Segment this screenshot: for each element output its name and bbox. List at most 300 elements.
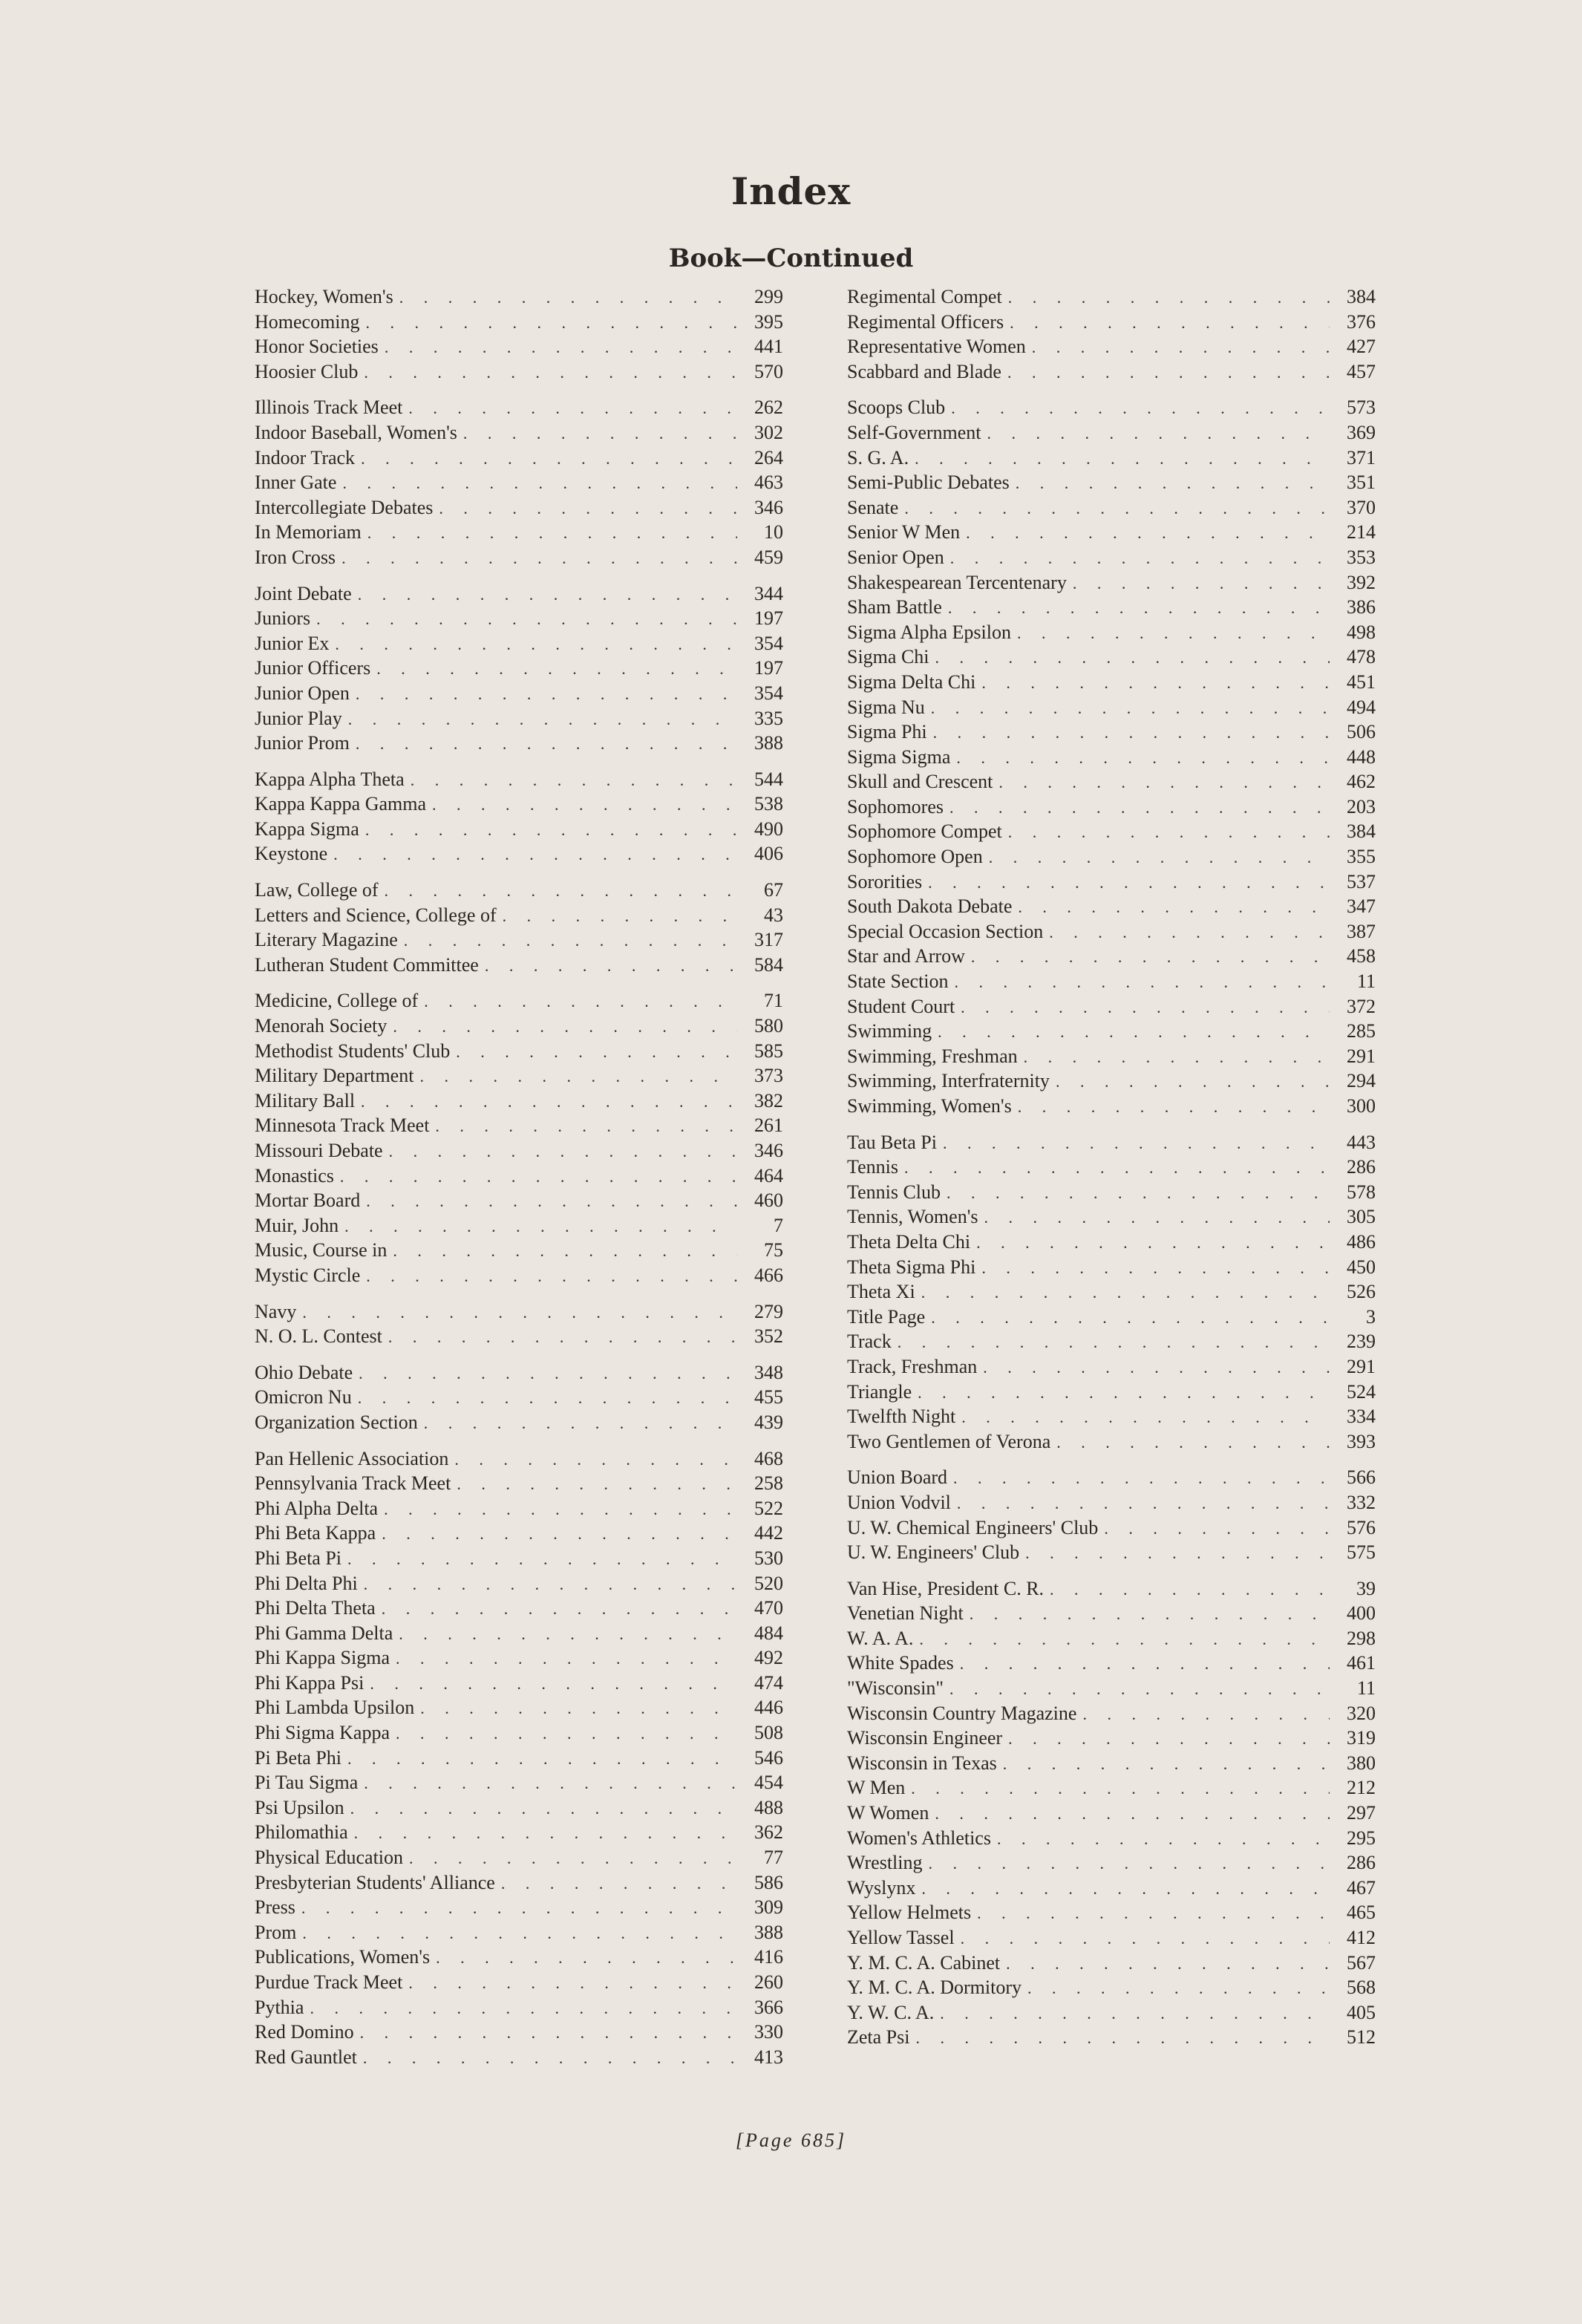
index-entry (255, 1324, 783, 1349)
entry-name: "Wisconsin" (847, 1677, 944, 1700)
dot-leader (904, 1155, 1330, 1181)
dot-leader (938, 1019, 1330, 1045)
dot-leader (340, 1164, 737, 1189)
dot-leader (503, 904, 737, 929)
dot-leader (931, 1305, 1330, 1331)
index-entry (847, 420, 1376, 445)
dot-leader (943, 1131, 1330, 1156)
dot-leader (316, 607, 737, 632)
dot-leader (984, 1205, 1330, 1230)
index-entry (255, 1446, 783, 1472)
dot-leader (408, 1971, 737, 1996)
entry-name: Theta Sigma Phi (847, 1256, 976, 1278)
dot-leader (399, 1622, 737, 1647)
index-entry (255, 520, 783, 545)
index-entry (255, 656, 783, 681)
index-entry (847, 1601, 1376, 1626)
entry-name: Sham Battle (847, 596, 942, 618)
dot-leader (954, 970, 1330, 995)
entry-name: Purdue Track Meet (255, 1971, 403, 1993)
dot-leader (348, 707, 737, 732)
entry-name: Physical Education (255, 1847, 404, 1869)
index-group (847, 395, 1376, 1118)
entry-name: Illinois Track Meet (255, 396, 403, 419)
entry-name: Ohio Debate (255, 1361, 353, 1383)
entry-name: Red Domino (255, 2021, 354, 2043)
dot-leader (356, 731, 737, 757)
dot-leader (360, 2020, 737, 2046)
dot-leader (949, 1677, 1330, 1702)
dot-leader (385, 878, 737, 904)
dot-leader (393, 1014, 737, 1039)
index-entry (255, 284, 783, 310)
index-entry (255, 1720, 783, 1746)
entry-page-number: 294 (1347, 1070, 1376, 1092)
index-group (847, 1130, 1376, 1455)
entry-name: Special Occasion Section (847, 920, 1044, 942)
index-group (255, 284, 783, 384)
index-entry (847, 520, 1376, 545)
entry-name: Mortar Board (255, 1189, 361, 1212)
entry-name: Sigma Delta Chi (847, 670, 976, 693)
dot-leader (359, 1361, 737, 1386)
index-entry (847, 310, 1376, 335)
entry-page-number: 395 (754, 310, 783, 333)
index-entry (255, 420, 783, 445)
entry-page-number: 526 (1347, 1281, 1376, 1303)
entry-page-number: 75 (764, 1239, 783, 1261)
entry-name: White Spades (847, 1652, 954, 1674)
dot-leader (1082, 1702, 1330, 1727)
index-entry (847, 1726, 1376, 1751)
index-entry (847, 944, 1376, 969)
index-entry (847, 595, 1376, 620)
entry-name: Senior W Men (847, 521, 961, 544)
entry-name: Music, Course in (255, 1239, 388, 1261)
entry-page-number: 298 (1347, 1627, 1376, 1649)
index-entry (255, 581, 783, 607)
index-column-left (255, 284, 783, 2080)
dot-leader (935, 1801, 1330, 1827)
index-entry (847, 284, 1376, 310)
entry-name: W. A. A. (847, 1627, 914, 1649)
dot-leader (928, 870, 1330, 895)
index-entry (847, 1465, 1376, 1490)
index-entry (847, 1155, 1376, 1180)
entry-name: Sigma Alpha Epsilon (847, 621, 1011, 643)
dot-leader (970, 1602, 1330, 1627)
entry-page-number: 348 (754, 1361, 783, 1383)
index-entry (847, 1279, 1376, 1305)
entry-page-number: 416 (754, 1946, 783, 1968)
dot-leader (1025, 1541, 1330, 1566)
entry-page-number: 494 (1347, 696, 1376, 718)
entry-page-number: 530 (754, 1547, 783, 1569)
entry-page-number: 43 (764, 904, 783, 926)
index-entry (255, 1571, 783, 1596)
index-entry (255, 1795, 783, 1821)
entry-page-number: 197 (754, 657, 783, 679)
index-entry (255, 631, 783, 656)
index-entry (847, 570, 1376, 595)
entry-name: Phi Kappa Psi (255, 1671, 365, 1694)
index-group (255, 395, 783, 569)
dot-leader (1049, 920, 1330, 945)
dot-leader (1008, 820, 1330, 845)
index-entry (255, 359, 783, 385)
entry-page-number: 332 (1347, 1491, 1376, 1513)
dot-leader (948, 595, 1330, 621)
dot-leader (916, 2026, 1330, 2051)
entry-name: Philomathia (255, 1821, 348, 1844)
entry-page-number: 239 (1347, 1331, 1376, 1353)
dot-leader (1018, 895, 1330, 920)
index-entry (847, 445, 1376, 471)
index-entry (255, 1695, 783, 1720)
entry-name: W Men (847, 1777, 906, 1799)
index-entry (847, 745, 1376, 770)
entry-name: Phi Lambda Upsilon (255, 1697, 415, 1719)
dot-leader (435, 1114, 737, 1139)
entry-page-number: 462 (1347, 771, 1376, 793)
index-group (847, 1465, 1376, 1564)
entry-name: Yellow Helmets (847, 1902, 972, 1924)
dot-leader (347, 1746, 737, 1772)
entry-name: Wisconsin Country Magazine (847, 1702, 1077, 1724)
entry-page-number: 351 (1347, 471, 1376, 494)
entry-name: Homecoming (255, 310, 360, 333)
entry-name: Tau Beta Pi (847, 1131, 937, 1153)
entry-page-number: 459 (754, 546, 783, 568)
dot-leader (432, 792, 737, 817)
dot-leader (382, 1596, 737, 1622)
entry-name: Junior Officers (255, 657, 371, 679)
dot-leader (347, 1547, 737, 1572)
entry-name: Women's Athletics (847, 1827, 991, 1849)
index-entry (847, 2000, 1376, 2026)
entry-name: Medicine, College of (255, 990, 419, 1012)
index-entry (255, 1410, 783, 1435)
entry-name: Representative Women (847, 336, 1026, 358)
dot-leader (344, 1214, 737, 1239)
entry-page-number: 262 (754, 396, 783, 419)
dot-leader (456, 1039, 737, 1065)
entry-page-number: 400 (1347, 1602, 1376, 1625)
index-entry (255, 1088, 783, 1114)
index-entry (847, 1380, 1376, 1405)
index-entry (255, 445, 783, 471)
entry-name: Phi Alpha Delta (255, 1497, 379, 1519)
index-entry (847, 1329, 1376, 1354)
entry-page-number: 291 (1347, 1045, 1376, 1067)
index-entry (847, 359, 1376, 385)
dot-leader (411, 768, 737, 793)
dot-leader (419, 1064, 737, 1089)
entry-name: Methodist Students' Club (255, 1039, 451, 1062)
entry-page-number: 498 (1347, 621, 1376, 643)
dot-leader (1007, 360, 1330, 385)
dot-leader (940, 2001, 1330, 2026)
dot-leader (436, 1945, 737, 1971)
entry-page-number: 264 (754, 446, 783, 469)
dot-leader (951, 396, 1330, 421)
index-entry (847, 470, 1376, 495)
index-entry (847, 969, 1376, 994)
index-entry (255, 903, 783, 928)
entry-name: Joint Debate (255, 582, 352, 604)
dot-leader (911, 1776, 1330, 1801)
entry-page-number: 413 (754, 2046, 783, 2068)
dot-leader (366, 310, 737, 336)
index-entry (847, 395, 1376, 420)
entry-name: Sophomore Compet (847, 820, 1002, 843)
dot-leader (933, 720, 1330, 745)
index-entry (255, 1163, 783, 1189)
entry-name: Swimming, Freshman (847, 1045, 1018, 1067)
entry-name: Menorah Society (255, 1015, 388, 1037)
dot-leader (361, 446, 737, 471)
dot-leader (404, 928, 737, 953)
entry-name: Pi Beta Phi (255, 1746, 342, 1769)
entry-name: Organization Section (255, 1411, 418, 1433)
entry-name: Track (847, 1331, 892, 1353)
dot-leader (1008, 1726, 1330, 1752)
entry-name: Psi Upsilon (255, 1796, 344, 1818)
entry-page-number: 384 (1347, 286, 1376, 307)
dot-leader (342, 471, 737, 496)
dot-leader (1018, 1094, 1330, 1120)
index-entry (255, 334, 783, 359)
index-entry (255, 841, 783, 866)
entry-page-number: 458 (1347, 945, 1376, 967)
index-entry (847, 620, 1376, 645)
entry-page-number: 567 (1347, 1951, 1376, 1974)
entry-page-number: 578 (1347, 1181, 1376, 1203)
index-entry (847, 819, 1376, 844)
entry-name: Juniors (255, 607, 311, 630)
index-entry (847, 1515, 1376, 1541)
dot-leader (935, 645, 1330, 670)
entry-page-number: 71 (764, 990, 783, 1012)
dot-leader (376, 656, 737, 682)
entry-page-number: 460 (754, 1189, 783, 1212)
index-entry (847, 545, 1376, 570)
entry-name: Phi Gamma Delta (255, 1622, 393, 1644)
entry-page-number: 346 (754, 1140, 783, 1161)
entry-name: Military Department (255, 1065, 414, 1087)
index-entry (847, 1255, 1376, 1280)
index-entry (255, 1496, 783, 1521)
index-entry (255, 1385, 783, 1410)
entry-name: U. W. Engineers' Club (847, 1541, 1020, 1564)
entry-page-number: 261 (754, 1114, 783, 1137)
index-entry (847, 1019, 1376, 1044)
dot-leader (454, 1447, 737, 1472)
entry-name: S. G. A. (847, 446, 909, 469)
entry-page-number: 344 (754, 582, 783, 604)
entry-name: N. O. L. Contest (255, 1325, 382, 1348)
entry-name: Omicron Nu (255, 1386, 352, 1409)
entry-page-number: 451 (1347, 670, 1376, 693)
index-entry (847, 1850, 1376, 1876)
entry-page-number: 346 (754, 496, 783, 518)
index-entry (847, 869, 1376, 895)
entry-page-number: 334 (1347, 1406, 1376, 1428)
dot-leader (1073, 571, 1330, 596)
entry-page-number: 586 (754, 1871, 783, 1893)
entry-page-number: 354 (754, 682, 783, 704)
index-entry (847, 1204, 1376, 1230)
section-subtitle: Book—Continued (668, 244, 914, 273)
entry-page-number: 330 (754, 2021, 783, 2043)
entry-page-number: 538 (754, 793, 783, 815)
entry-name: Monastics (255, 1164, 334, 1187)
entry-page-number: 297 (1347, 1802, 1376, 1824)
entry-page-number: 405 (1347, 2001, 1376, 2023)
entry-page-number: 443 (1347, 1131, 1376, 1153)
dot-leader (1017, 621, 1330, 646)
entry-page-number: 279 (754, 1300, 783, 1322)
entry-page-number: 305 (1347, 1206, 1376, 1228)
entry-name: Regimental Officers (847, 310, 1004, 333)
dot-leader (1006, 1951, 1330, 1977)
index-group (255, 878, 783, 977)
entry-name: Letters and Science, College of (255, 904, 497, 926)
dot-leader (918, 1380, 1330, 1406)
entry-page-number: 295 (1347, 1827, 1376, 1849)
index-entry (255, 1770, 783, 1795)
entry-name: Self-Government (847, 421, 981, 443)
entry-page-number: 406 (754, 843, 783, 865)
index-entry (255, 1945, 783, 1970)
index-entry (847, 794, 1376, 820)
index-entry (255, 1895, 783, 1920)
entry-page-number: 465 (1347, 1902, 1376, 1924)
dot-leader (921, 1876, 1330, 1902)
index-entry (255, 1845, 783, 1870)
entry-name: Swimming, Interfraternity (847, 1070, 1050, 1092)
entry-page-number: 427 (1347, 336, 1376, 358)
index-entry (847, 719, 1376, 745)
entry-page-number: 286 (1347, 1852, 1376, 1874)
dot-leader (1016, 471, 1330, 496)
dot-leader (370, 1671, 737, 1697)
entry-name: Tennis Club (847, 1181, 941, 1203)
index-entry (847, 1354, 1376, 1380)
index-entry (847, 1305, 1376, 1330)
entry-name: Pythia (255, 1996, 304, 2018)
entry-name: Intercollegiate Debates (255, 496, 434, 518)
entry-page-number: 488 (754, 1796, 783, 1818)
index-entry (255, 1870, 783, 1896)
index-entry (847, 1951, 1376, 1976)
entry-name: Lutheran Student Committee (255, 953, 479, 976)
entry-name: Student Court (847, 995, 955, 1017)
entry-name: Zeta Psi (847, 2026, 910, 2049)
dot-leader (385, 335, 737, 360)
entry-page-number: 366 (754, 1996, 783, 2018)
index-entry (847, 1180, 1376, 1205)
dot-leader (966, 520, 1330, 546)
index-entry (255, 1546, 783, 1571)
entry-page-number: 467 (1347, 1876, 1376, 1899)
entry-name: Wisconsin Engineer (847, 1727, 1003, 1749)
entry-page-number: 490 (754, 817, 783, 840)
dot-leader (998, 770, 1330, 795)
entry-page-number: 492 (754, 1647, 783, 1669)
index-entry (847, 1925, 1376, 1951)
entry-page-number: 11 (1356, 1677, 1376, 1700)
entry-page-number: 319 (1347, 1727, 1376, 1749)
index-entry (847, 1751, 1376, 1776)
entry-name: U. W. Chemical Engineers' Club (847, 1516, 1099, 1538)
entry-page-number: 373 (754, 1065, 783, 1087)
entry-name: Union Board (847, 1466, 948, 1489)
dot-leader (485, 953, 737, 979)
dot-leader (977, 1901, 1330, 1926)
entry-name: Track, Freshman (847, 1355, 978, 1377)
dot-leader (389, 1139, 737, 1164)
dot-leader (463, 421, 737, 446)
dot-leader (358, 1385, 737, 1411)
index-entry (255, 1213, 783, 1238)
dot-leader (983, 1355, 1330, 1380)
entry-name: Skull and Crescent (847, 771, 993, 793)
entry-page-number: 309 (754, 1896, 783, 1919)
entry-name: Minnesota Track Meet (255, 1114, 430, 1137)
entry-page-number: 392 (1347, 571, 1376, 593)
entry-page-number: 544 (754, 768, 783, 790)
entry-page-number: 486 (1347, 1230, 1376, 1253)
dot-leader (898, 1330, 1330, 1355)
dot-leader (961, 1405, 1330, 1430)
entry-name: Press (255, 1896, 295, 1919)
index-entry (847, 1801, 1376, 1826)
entry-name: Tennis (847, 1156, 898, 1178)
dot-leader (956, 745, 1330, 771)
dot-leader (424, 1411, 737, 1436)
entry-name: Presbyterian Students' Alliance (255, 1871, 495, 1893)
entry-page-number: 388 (754, 732, 783, 754)
index-entry (847, 1490, 1376, 1515)
index-entry (847, 1429, 1376, 1455)
index-entry (847, 1701, 1376, 1726)
dot-leader (382, 1521, 737, 1547)
entry-page-number: 439 (754, 1411, 783, 1433)
entry-page-number: 484 (754, 1622, 783, 1644)
entry-name: Kappa Alpha Theta (255, 768, 405, 790)
index-entry (847, 334, 1376, 359)
entry-name: Phi Beta Pi (255, 1547, 342, 1569)
dot-leader (501, 1871, 737, 1896)
page-number: [Page 685] (735, 2129, 847, 2151)
dot-leader (333, 842, 737, 867)
entry-page-number: 286 (1347, 1156, 1376, 1178)
index-entry (255, 1596, 783, 1621)
index-entry (255, 545, 783, 570)
entry-name: Military Ball (255, 1089, 356, 1112)
index-entry (847, 844, 1376, 869)
entry-name: Y. M. C. A. Cabinet (847, 1951, 1001, 1974)
dot-leader (365, 817, 737, 843)
entry-page-number: 3 (1366, 1305, 1376, 1328)
entry-page-number: 372 (1347, 995, 1376, 1017)
entry-page-number: 468 (754, 1447, 783, 1469)
index-entry (255, 1360, 783, 1385)
entry-page-number: 352 (754, 1325, 783, 1348)
entry-name: Two Gentlemen of Verona (847, 1430, 1051, 1452)
dot-leader (367, 520, 737, 546)
